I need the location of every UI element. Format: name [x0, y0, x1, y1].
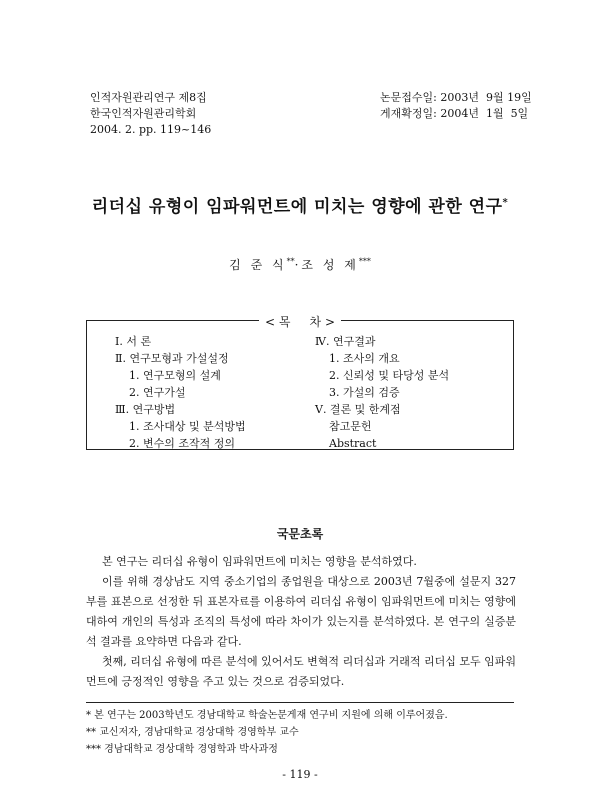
paragraph: 첫째, 리더십 유형에 따른 분석에 있어서도 변혁적 리더십과 거래적 리더십 모두 임파워먼트에 긍정적인 영향을 주고 있는 것으로 검증되었다.: [86, 655, 516, 688]
toc-item: 2. 신뢰성 및 타당성 분석: [329, 369, 450, 382]
author-separator: ·: [294, 258, 302, 272]
toc-item: 1. 연구모형의 설계: [129, 369, 221, 382]
footnote-divider: [86, 702, 514, 703]
toc-item: Ⅰ. 서 론: [115, 335, 152, 348]
footnote: *** 경남대학교 경상대학 경영학과 박사과정: [86, 744, 278, 755]
page-number: - 119 -: [282, 768, 318, 781]
society-name: 한국인적자원관리학회: [90, 107, 197, 120]
issue-pages: 2004. 2. pp. 119~146: [90, 123, 212, 136]
author-2: 조 성 제: [301, 258, 359, 272]
author-2-mark: ***: [358, 257, 371, 266]
toc-item: Ⅳ. 연구결과: [315, 335, 376, 348]
accepted-date: 게재확정일: 2004년 1월 5일: [380, 107, 529, 120]
paper-title: [0, 192, 600, 217]
toc-left-column: [115, 333, 246, 452]
footnote: * 본 연구는 2003학년도 경남대학교 학술논문게재 연구비 지원에 의해 이루어졌음.: [86, 710, 448, 721]
submission-dates: [380, 90, 532, 122]
toc-item: Ⅱ. 연구모형과 가설설정: [115, 352, 229, 365]
footnote: ** 교신저자, 경남대학교 경상대학 경영학부 교수: [86, 727, 299, 738]
author-1-mark: **: [286, 257, 295, 266]
toc-item: Ⅲ. 연구방법: [115, 403, 176, 416]
toc-item: 3. 가설의 검증: [329, 386, 400, 399]
abstract-body: [86, 552, 516, 692]
toc-item: 1. 조사의 개요: [329, 352, 400, 365]
toc-item: 1. 조사대상 및 분석방법: [129, 420, 246, 433]
title-footnote-mark: *: [502, 197, 509, 209]
title-text: 리더십 유형이 임파워먼트에 미치는 영향에 관한 연구: [91, 197, 503, 217]
paragraph: 본 연구는 리더십 유형이 임파워먼트에 미치는 영향을 분석하였다.: [102, 555, 417, 568]
author-1: 김 준 식: [229, 258, 287, 272]
author-line: [0, 256, 600, 273]
footnotes: [86, 707, 448, 758]
toc-item: Abstract: [329, 437, 377, 450]
toc-item: 2. 변수의 조작적 정의: [129, 437, 235, 450]
abstract-heading: 국문초록: [276, 527, 324, 541]
toc-right-column: [315, 333, 449, 452]
journal-info: [90, 90, 211, 138]
toc-heading: < 목 차 >: [259, 315, 341, 329]
toc-item: Ⅴ. 결론 및 한계점: [315, 403, 401, 416]
toc-heading-wrap: [0, 313, 600, 330]
journal-name: 인적자원관리연구 제8집: [90, 91, 207, 104]
toc-item: 2. 연구가설: [129, 386, 186, 399]
paragraph: 이를 위해 경상남도 지역 중소기업의 종업원을 대상으로 2003년 7월중에 설문지 327부를 표본으로 선정한 뒤 표본자료를 이용하여 리더십 유형이 임파워먼트에 미치는 영향에 대하여 개인의 특성과 조직의 특성에 따라 차이가 있는지를 분석하였다. 본 연구의 실증분석 결과를 요약하면 다음과 같다.: [86, 575, 516, 648]
toc-item: 참고문헌: [329, 420, 372, 433]
received-date: 논문접수일: 2003년 9월 19일: [380, 91, 532, 104]
